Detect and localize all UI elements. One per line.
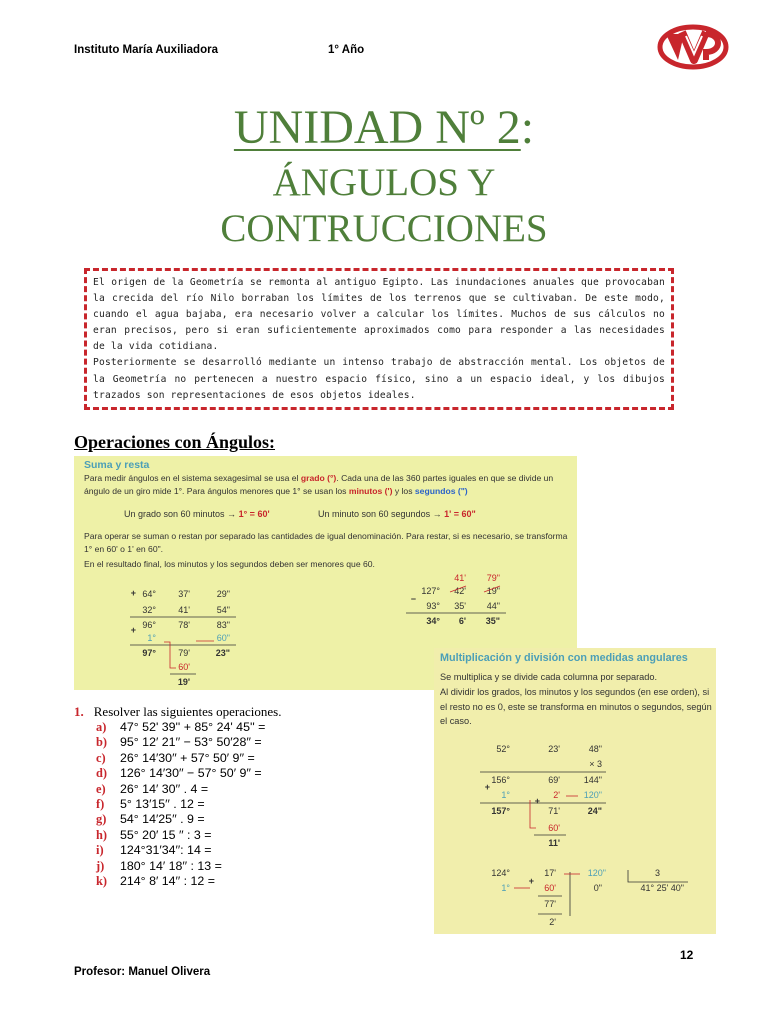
box1-paragraph-2: Para operar se suman o restan por separado las cantidades de igual denominación. Para restar, si es necesario, se transforma 1° en 60' o 1' en 60".: [84, 531, 568, 554]
list-item: [96, 735, 265, 750]
mul-carry-3: 120": [583, 790, 602, 800]
box1-p1e: y los: [394, 486, 413, 496]
list-item: [96, 797, 265, 812]
mul-factor: × 3: [589, 759, 602, 769]
mul-carry-2: 2': [553, 790, 560, 800]
subtitle-line-1: ÁNGULOS Y: [272, 161, 496, 204]
div-remainder: 0": [593, 883, 602, 893]
svg-text:+: +: [534, 796, 540, 806]
mul-carry-1: 1°: [501, 790, 510, 800]
list-item: [96, 812, 265, 827]
mul-r2-sec: 144": [583, 775, 602, 785]
list-item: [96, 859, 265, 874]
exercise-item-expression: 5° 13′15′′ . 12 =: [120, 797, 205, 812]
list-item: [96, 720, 265, 735]
box1-p1c: . Cada una de las 360 partes iguales en que se divide un ángulo de un giro mide 1°. Para ángulos menores que 1° se usan los: [84, 473, 554, 496]
sum-r5: 19': [177, 677, 190, 687]
svg-text:+: +: [484, 782, 490, 792]
list-item: [96, 782, 265, 797]
sum-carry-2: 60": [216, 633, 230, 643]
box1-paragraph-3: En el resultado final, los minutos y los segundos deben ser menores que 60.: [84, 559, 375, 569]
section-title: Operaciones con Ángulos:: [74, 432, 276, 452]
sum-r1-sec: 29": [216, 589, 230, 599]
box1-minutos: minutos ('): [348, 486, 393, 496]
exercise-item-label: d): [96, 766, 108, 781]
mul-r4: 11': [548, 838, 560, 848]
exercise-item-expression: 214° 8′ 14′′ : 12 =: [120, 874, 215, 889]
mul-carry-4: 60': [548, 823, 560, 833]
mul-r1-sec: 48": [588, 744, 602, 754]
exercise-item-expression: 55° 20′ 15 ′′ : 3 =: [120, 827, 212, 842]
div-r3: 2': [549, 917, 556, 927]
sum-r2-sec: 54": [216, 605, 230, 615]
sub-r2-min: 35': [454, 601, 466, 611]
box1-grado: grado (°): [300, 473, 337, 483]
mul-r3-sec: 24": [587, 806, 602, 816]
exercise-item-expression: 26° 14′30′′ + 57° 50′ 9′′ =: [120, 750, 255, 765]
eq2-text: Un minuto son 60 segundos →: [318, 509, 442, 519]
sum-r2-min: 41': [178, 605, 190, 615]
sum-r4-min: 79': [178, 648, 190, 658]
header-year: 1° Año: [328, 44, 365, 56]
sub-r1-sec: 19": [486, 586, 500, 596]
intro-paragraph-2: Posteriormente se desarrolló mediante un intenso trabajo de abstracción mental. Los objetos de la Geometría no pertenecen a nuestro espacio físico, sino a un espacio ideal, y los dibujos trazados son representaciones de esos objetos ideales.: [93, 357, 665, 401]
box1-p1a: Para medir ángulos en el sistema sexagesimal se usa el: [84, 473, 299, 483]
intro-box: [84, 268, 674, 410]
sum-carry-1: 1°: [147, 633, 156, 643]
sum-r4-sec: 23": [215, 648, 230, 658]
div-r1-sec: 120": [587, 868, 606, 878]
header-school: Instituto María Auxiliadora: [74, 44, 218, 56]
exercise-item-label: b): [96, 735, 108, 750]
sub-r1-min: 42': [454, 586, 466, 596]
div-result: 41° 25' 40": [640, 883, 684, 893]
division-calculation: [434, 648, 716, 934]
exercise-item-expression: 180° 14′ 18′′ : 13 =: [120, 858, 222, 873]
sum-r3-sec: 83": [216, 620, 230, 630]
eq2-value: 1' = 60": [444, 509, 476, 519]
plus-sign: +: [130, 588, 136, 598]
mul-r3-min: 71': [548, 806, 560, 816]
sub-t-sec: 79": [486, 573, 500, 583]
box2-paragraph-1: Se multiplica y se divide cada columna por separado.: [440, 672, 658, 682]
eq1-value: 1° = 60': [238, 509, 270, 519]
exercise-item-label: j): [96, 858, 105, 873]
div-r2: 77': [544, 899, 556, 909]
eq1-text: Un grado son 60 minutos →: [124, 509, 237, 519]
mul-r2-deg: 156°: [491, 775, 510, 785]
unit-subtitle: [0, 160, 768, 252]
sub-r3-min: 6': [458, 616, 466, 626]
div-r1-min: 17': [544, 868, 556, 878]
exercise-item-label: k): [96, 874, 108, 889]
multiplication-division-figure: [434, 648, 716, 934]
exercise-instruction: Resolver las siguientes operaciones.: [93, 704, 282, 719]
page-number: 12: [680, 948, 694, 962]
box2-paragraph-2: Al dividir los grados, los minutos y los segundos (en ese orden), si el resto no es 0, este se transforma en minutos o segundos, según el caso.: [440, 687, 712, 727]
div-carry-2: 60': [544, 883, 556, 893]
exercise-number: 1.: [74, 704, 84, 719]
school-logo-icon: [656, 20, 730, 70]
mul-r1-deg: 52°: [496, 744, 510, 754]
exercise-item-expression: 126° 14′30′′ − 57° 50′ 9′′ =: [120, 766, 262, 781]
sum-r3-min: 78': [178, 620, 190, 630]
sum-r4-deg: 97°: [142, 648, 156, 658]
exercise-item-label: a): [96, 720, 107, 734]
exercise-item-label: e): [96, 781, 106, 796]
list-item: [96, 874, 265, 889]
sum-r3-deg: 96°: [142, 620, 156, 630]
mul-r2-min: 69': [548, 775, 560, 785]
list-item: [96, 766, 265, 781]
mul-r1-min: 23': [548, 744, 560, 754]
sum-r1-deg: 64°: [142, 589, 156, 599]
exercise-item-expression: 26° 14′ 30′′ . 4 =: [120, 781, 209, 796]
list-item: [96, 843, 265, 858]
box2-title: Multiplicación y división con medidas angulares: [440, 652, 688, 664]
box1-segundos: segundos ("): [414, 486, 468, 496]
exercise-item-expression: 95° 12′ 21′′ − 53° 50′28′′ =: [120, 735, 262, 750]
sub-r2-sec: 44": [486, 601, 500, 611]
intro-paragraph-1: El origen de la Geometría se remonta al antiguo Egipto. Las inundaciones anuales que provocaban la crecida del río Nilo borraban los límites de los terrenos que se cultivaban. De este modo, cuando el agua bajaba, era necesario volver a calcular los límites. Muchos de sus cálculos no eran precisos, pero si eran suficientemente aproximados como para responder a las necesidades de la vida cotidiana.: [93, 277, 665, 353]
svg-text:−: −: [410, 594, 416, 604]
exercise-item-label: f): [96, 797, 105, 812]
sum-r1-min: 37': [178, 589, 190, 599]
exercise-item-label: c): [96, 750, 106, 765]
svg-text:+: +: [528, 876, 534, 886]
div-divisor: 3: [654, 868, 660, 878]
exercise-item-expression: 124°31′34′′: 14 =: [120, 843, 212, 858]
mul-r3-deg: 157°: [491, 806, 510, 816]
footer-teacher: Profesor: Manuel Olivera: [74, 966, 211, 978]
exercise-item-label: h): [96, 827, 108, 842]
unit-title-colon: :: [520, 101, 535, 154]
list-item: [96, 828, 265, 843]
unit-title: [0, 98, 768, 158]
exercise-item-expression: 47° 52' 39'' + 85° 24' 45'' =: [120, 720, 266, 734]
sub-r3-sec: 35": [485, 616, 500, 626]
sub-r2-deg: 93°: [426, 601, 440, 611]
exercise-item-expression: 54° 14′25′′ . 9 =: [120, 812, 205, 827]
exercise-list: [96, 720, 265, 889]
unit-title-text: UNIDAD Nº 2: [233, 101, 521, 154]
list-item: [96, 751, 265, 766]
box1-title: Suma y resta: [84, 459, 150, 471]
sub-r3-deg: 34°: [426, 616, 440, 626]
svg-text:+: +: [130, 625, 136, 635]
subtitle-line-2: CONTRUCCIONES: [220, 207, 548, 250]
sum-r2-deg: 32°: [142, 605, 156, 615]
div-r1-deg: 124°: [491, 868, 510, 878]
exercise-item-label: i): [96, 843, 104, 858]
sub-r1-deg: 127°: [421, 586, 440, 596]
exercise-item-label: g): [96, 812, 107, 827]
sum-carry-3: 60': [178, 662, 190, 672]
div-carry-1: 1°: [501, 883, 510, 893]
sub-t-min: 41': [454, 573, 466, 583]
exercise-heading: [74, 704, 281, 720]
